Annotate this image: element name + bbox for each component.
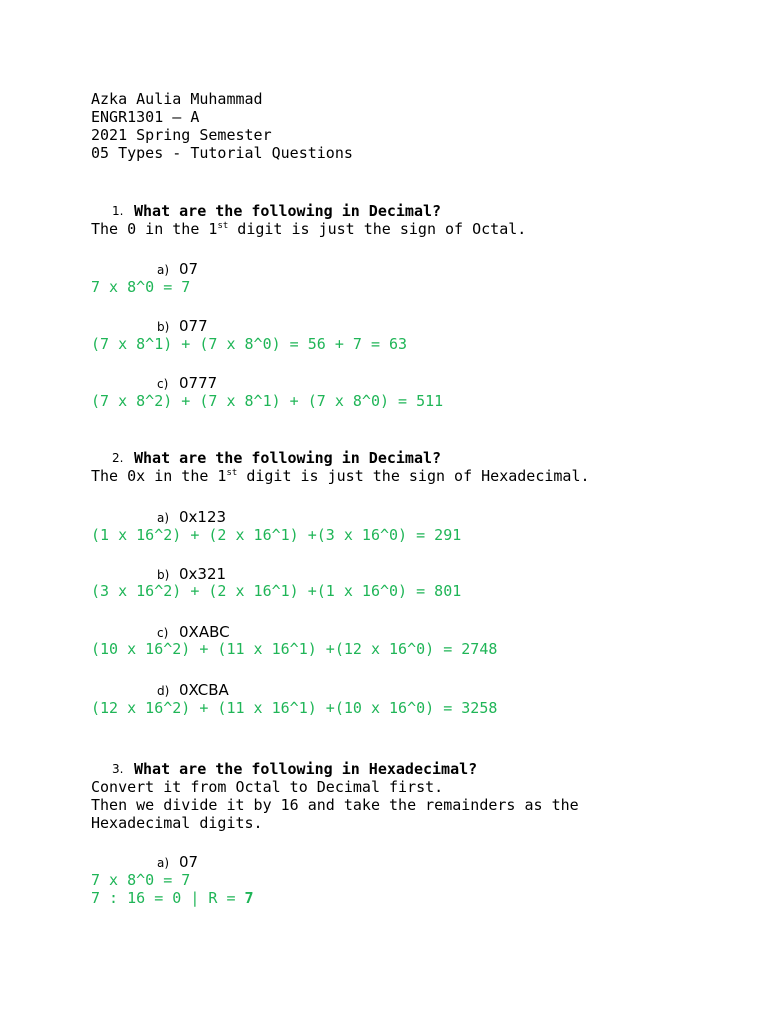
question-3-item-a xyxy=(157,853,198,872)
note-text: digit is just the sign of Octal. xyxy=(228,220,527,238)
question-1-item-b xyxy=(157,317,208,336)
item-label: b) xyxy=(157,568,170,582)
semester: 2021 Spring Semester xyxy=(91,126,272,144)
question-2-answer-b: (3 x 16^2) + (2 x 16^1) +(1 x 16^0) = 801 xyxy=(91,582,462,600)
item-value: 0XCBA xyxy=(179,681,229,699)
question-3-line-2: Then we divide it by 16 and take the remainders as the xyxy=(91,796,579,814)
question-3-line-1: Convert it from Octal to Decimal first. xyxy=(91,778,444,796)
question-2-item-d xyxy=(157,681,229,700)
question-3-answer-a-line-2 xyxy=(91,889,254,907)
note-text: digit is just the sign of Hexadecimal. xyxy=(237,467,590,485)
item-label: c) xyxy=(157,377,169,391)
question-1-item-a xyxy=(157,260,198,279)
item-value: 07 xyxy=(179,853,199,871)
question-1-heading: What are the following in Decimal? xyxy=(134,202,442,220)
question-3-line-3: Hexadecimal digits. xyxy=(91,814,263,832)
answer-text: 7 : 16 = 0 | R = xyxy=(91,889,245,907)
question-2-answer-c: (10 x 16^2) + (11 x 16^1) +(12 x 16^0) = 2748 xyxy=(91,640,498,658)
question-1-answer-a: 7 x 8^0 = 7 xyxy=(91,278,191,296)
item-label: b) xyxy=(157,320,170,334)
question-2-answer-a: (1 x 16^2) + (2 x 16^1) +(3 x 16^0) = 291 xyxy=(91,526,462,544)
note-text: The 0x in the 1 xyxy=(91,467,227,485)
item-label: a) xyxy=(157,856,170,870)
item-value: 0x321 xyxy=(179,565,227,583)
question-1-answer-c: (7 x 8^2) + (7 x 8^1) + (7 x 8^0) = 511 xyxy=(91,392,444,410)
question-2-heading: What are the following in Decimal? xyxy=(134,449,442,467)
question-2-number: 2. xyxy=(112,451,124,465)
question-2-note xyxy=(91,467,590,485)
item-value: 0777 xyxy=(179,374,218,392)
item-value: 077 xyxy=(179,317,208,335)
question-2-answer-d: (12 x 16^2) + (11 x 16^1) +(10 x 16^0) = 3258 xyxy=(91,699,498,717)
question-1-item-c xyxy=(157,374,217,393)
question-3-answer-a-line-1: 7 x 8^0 = 7 xyxy=(91,871,191,889)
item-label: a) xyxy=(157,511,170,525)
item-label: a) xyxy=(157,263,170,277)
answer-result: 7 xyxy=(244,889,254,907)
item-label: c) xyxy=(157,626,169,640)
item-value: 0XABC xyxy=(179,623,230,641)
item-label: d) xyxy=(157,684,170,698)
question-3-heading: What are the following in Hexadecimal? xyxy=(134,760,478,778)
note-text: The 0 in the 1 xyxy=(91,220,218,238)
question-1-number: 1. xyxy=(112,204,124,218)
author-name: Azka Aulia Muhammad xyxy=(91,90,263,108)
item-value: 07 xyxy=(179,260,199,278)
question-3-number: 3. xyxy=(112,762,124,776)
note-superscript: st xyxy=(217,221,229,231)
document-title: 05 Types - Tutorial Questions xyxy=(91,144,353,162)
note-superscript: st xyxy=(226,468,238,478)
question-1-answer-b: (7 x 8^1) + (7 x 8^0) = 56 + 7 = 63 xyxy=(91,335,408,353)
question-1-note xyxy=(91,220,526,238)
course-code: ENGR1301 – A xyxy=(91,108,200,126)
item-value: 0x123 xyxy=(179,508,227,526)
question-2-item-a xyxy=(157,508,226,527)
